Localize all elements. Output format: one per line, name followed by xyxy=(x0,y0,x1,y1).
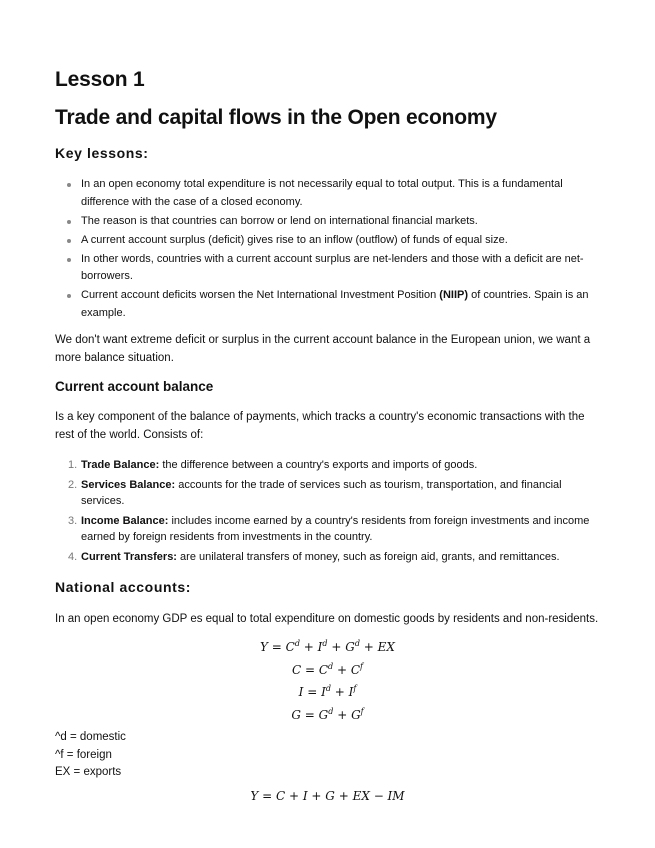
current-account-intro: Is a key component of the balance of payments, which tracks a country's economic transactions with the rest of the world. Consists of: xyxy=(55,411,585,441)
equation-investment: $I = I^d + I^f$ xyxy=(298,684,357,699)
eu-paragraph: We don't want extreme deficit or surplus in the current account balance in the European union, we want a more balance situation. xyxy=(55,334,591,364)
list-item: 1. Trade Balance: the difference between a country's exports and imports of goods. xyxy=(68,459,478,471)
legend-foreign: ^f = foreign xyxy=(55,748,112,761)
key-lessons-heading: Key lessons: xyxy=(55,145,149,161)
lesson-heading: Lesson 1 xyxy=(55,68,145,91)
equation-gdp-domestic: $Y = C^d + I^d + G^d$ + EX xyxy=(260,639,395,654)
bullet-icon xyxy=(67,294,71,298)
equation-government: $G = G^d + G^f$ xyxy=(291,707,364,722)
list-item: In an open economy total expenditure is not necessarily equal to total output. This is a fundamental difference with the case of a closed economy. xyxy=(55,176,600,211)
national-accounts-heading: National accounts: xyxy=(55,579,192,595)
legend-exports: EX = exports xyxy=(55,766,122,778)
bullet-icon xyxy=(67,258,71,262)
list-item: Current account deficits worsen the Net International Investment Position (NIIP) of countries. Spain is an example. xyxy=(55,287,600,322)
equation-gdp-total: Y = C + I + G + EX − IM xyxy=(250,789,405,803)
bullet-icon xyxy=(67,239,71,243)
bullet-icon xyxy=(67,220,71,224)
key-lessons-list xyxy=(55,176,600,324)
list-item: 4. Current Transfers: are unilateral transfers of money, such as foreign aid, grants, and remittances. xyxy=(68,550,560,563)
current-account-list xyxy=(55,457,600,568)
list-item: 2. Services Balance: accounts for the trade of services such as tourism, transportation, and financial services. xyxy=(68,478,562,507)
list-item: In other words, countries with a current account surplus are net-lenders and those with a deficit are net-borrowers. xyxy=(55,251,600,286)
current-account-heading: Current account balance xyxy=(55,379,214,394)
national-accounts-intro: In an open economy GDP es equal to total expenditure on domestic goods by residents and non-residents. xyxy=(55,613,599,625)
equation-consumption: $C = C^d + C^f$ xyxy=(291,662,364,677)
list-item: 3. Income Balance: includes income earned by a country's residents from foreign investments and income earned by foreign residents from investments in the country. xyxy=(68,514,590,543)
page-title: Trade and capital flows in the Open economy xyxy=(55,106,497,129)
list-item: The reason is that countries can borrow or lend on international financial markets. xyxy=(55,213,600,231)
legend-domestic: ^d = domestic xyxy=(55,731,126,743)
bullet-icon xyxy=(67,183,71,187)
list-item: A current account surplus (deficit) gives rise to an inflow (outflow) of funds of equal size. xyxy=(55,232,600,250)
notation-legend xyxy=(55,729,600,782)
